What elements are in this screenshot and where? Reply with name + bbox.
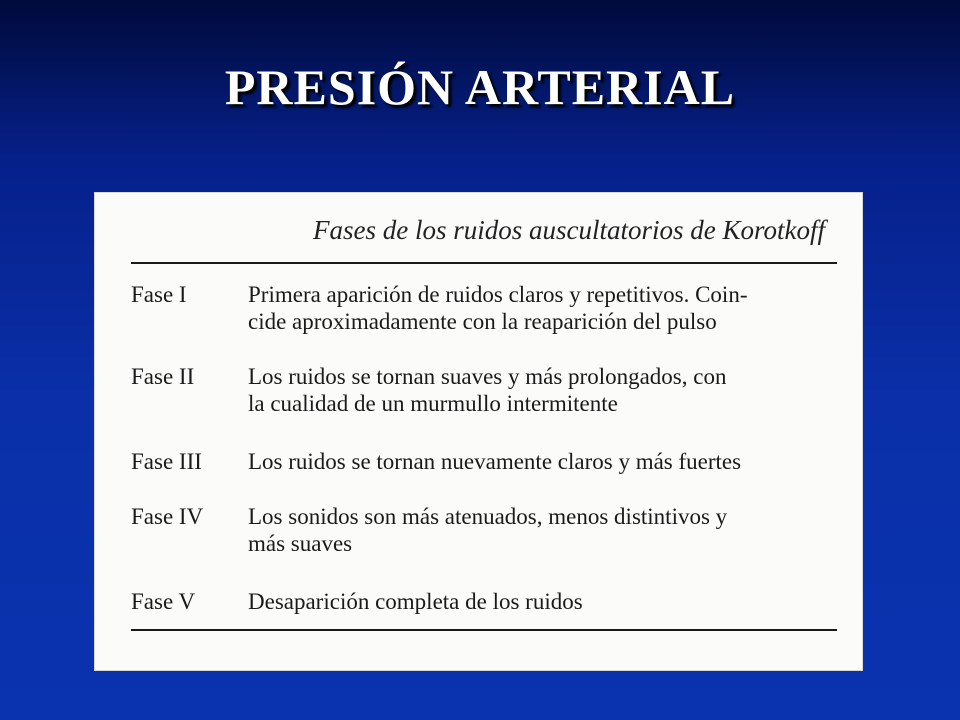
phase-label: Fase II (131, 364, 195, 389)
table-top-rule (131, 262, 837, 264)
phase-label: Fase I (131, 282, 187, 307)
phase-description: Los sonidos son más atenuados, menos distintivos y más suaves (248, 504, 728, 556)
phase-label: Fase V (131, 589, 196, 614)
table-bottom-rule (131, 629, 837, 631)
slide-title: PRESIÓN ARTERIAL (224, 59, 736, 115)
phase-label: Fase IV (131, 504, 204, 529)
table-caption: Fases de los ruidos auscultatorios de Korotkoff (313, 215, 825, 245)
phase-description: Los ruidos se tornan suaves y más prolongados, con la cualidad de un murmullo intermitente (248, 364, 727, 416)
phase-description: Desaparición completa de los ruidos (248, 589, 583, 614)
phase-description: Primera aparición de ruidos claros y repetitivos. Coin- cide aproximadamente con la reaparición del pulso (248, 282, 748, 334)
korotkoff-table-image (95, 193, 862, 670)
phase-label: Fase III (131, 449, 202, 474)
phase-description: Los ruidos se tornan nuevamente claros y más fuertes (248, 449, 742, 474)
